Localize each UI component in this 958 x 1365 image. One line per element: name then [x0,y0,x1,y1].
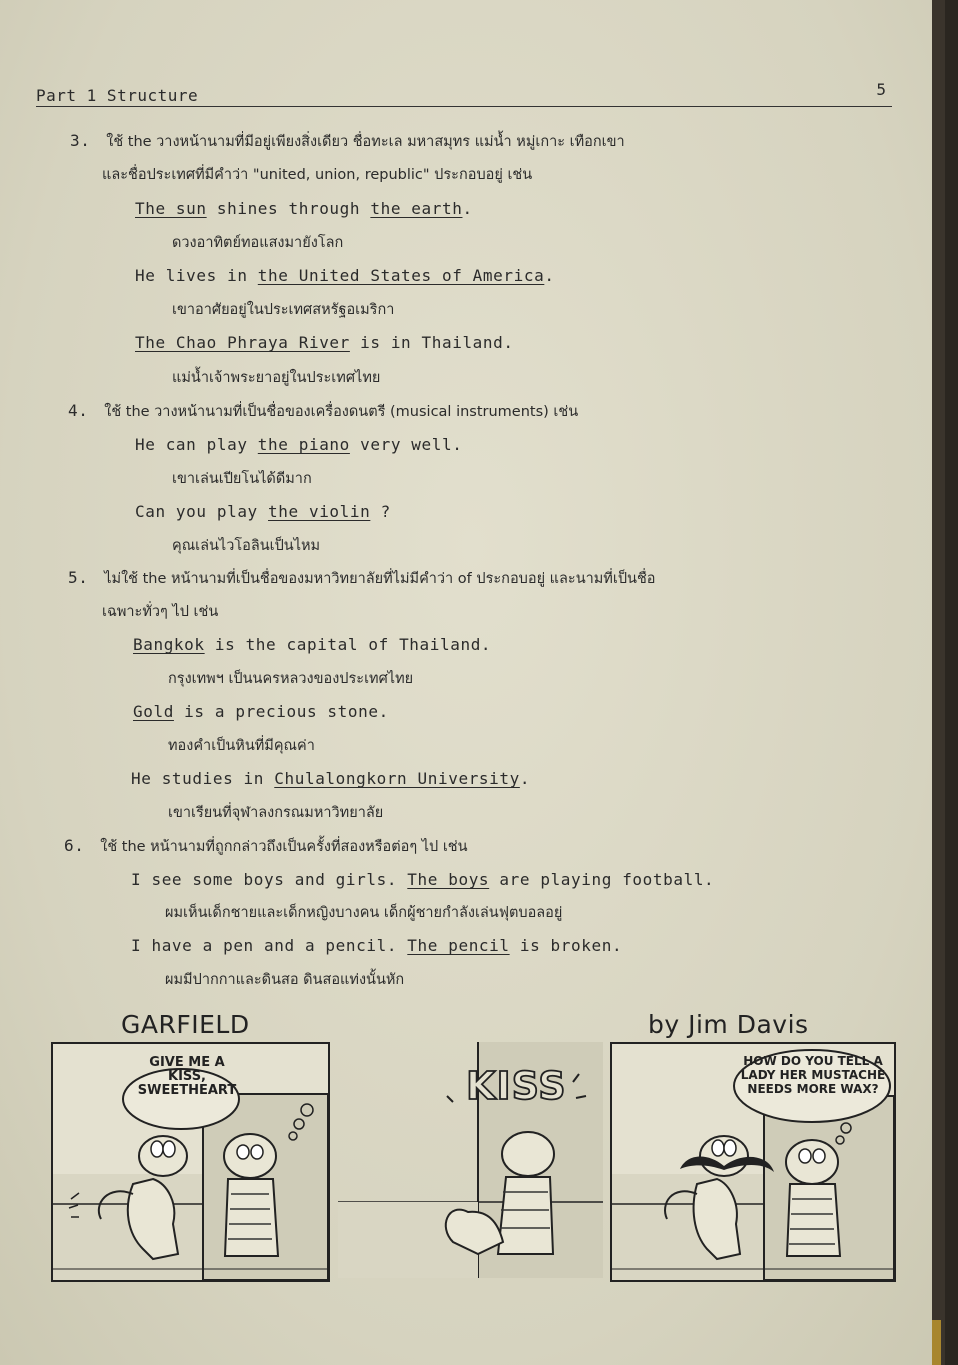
sentence-text: I have a pen and a pencil. [131,936,408,955]
sentence-text: is broken. [509,936,623,955]
page-edge-strip [932,1320,941,1365]
comic-panel-3 [610,1042,896,1282]
translation: ดวงอาทิตย์ทอแสงมายังโลก [172,235,344,251]
bubble-line: NEEDS MORE WAX? [747,1082,879,1096]
underlined-phrase: The boys [407,870,490,889]
section-intro-text: ใช้ the วางหน้านามที่เป็นชื่อของเครื่องดนตรี (musical instruments) เช่น [104,404,579,420]
sentence-text: ? [370,502,391,521]
translation: เขาเรียนที่จุฬาลงกรณมหาวิทยาลัย [168,805,384,821]
speech-bubble-1 [129,1056,245,1098]
underlined-phrase: Gold [133,702,174,721]
speech-bubble-3 [732,1054,894,1096]
translation: ผมเห็นเด็กชายและเด็กหญิงบางคน เด็กผู้ชายกำลังเล่นฟุตบอลอยู่ [165,905,563,921]
translation: เขาอาศัยอยู่ในประเทศสหรัฐอเมริกา [172,302,395,318]
section-4-intro [68,401,578,422]
sentence-text: is a precious stone. [173,702,389,721]
section-5-intro [68,568,656,589]
section-number: 4. [68,401,89,420]
section-5-intro-cont: เฉพาะทั่วๆ ไป เช่น [102,604,219,620]
sentence-text: He lives in [135,266,258,285]
section-3-intro [70,131,625,152]
header-title: Part 1 Structure [36,86,199,105]
bubble-line: LADY HER MUSTACHE [740,1068,886,1082]
section-number: 6. [64,836,85,855]
comic-author: by Jim Davis [648,1010,809,1039]
sentence-text: . [544,266,555,285]
sentence-text: is in Thailand. [349,333,514,352]
sentence-text: shines through [206,199,371,218]
sentence-text: . [462,199,473,218]
example-sentence [133,635,491,655]
comic-strip [48,1042,898,1287]
page-edge [932,0,945,1365]
underlined-phrase: The Chao Phraya River [135,333,350,352]
translation: แม่น้ำเจ้าพระยาอยู่ในประเทศไทย [172,370,381,386]
bubble-line: GIVE ME A KISS, [149,1055,225,1084]
comic-title: GARFIELD [121,1010,250,1039]
bubble-line: HOW DO YOU TELL A [743,1054,883,1068]
bubble-line: SWEETHEART [137,1083,237,1098]
sentence-text: are playing football. [489,870,715,889]
example-sentence [135,333,514,353]
comic-panel-1 [51,1042,330,1282]
example-sentence [131,936,622,956]
translation: คุณเล่นไวโอลินเป็นไหม [172,538,321,554]
sentence-text: very well. [349,435,463,454]
sound-effect: KISS [466,1064,567,1108]
sentence-text: is the capital of Thailand. [204,635,492,654]
section-number: 5. [68,568,89,587]
sentence-text: He studies in [131,769,275,788]
section-intro-text: ไม่ใช้ the หน้านามที่เป็นชื่อของมหาวิทยาลัยที่ไม่มีคำว่า of ประกอบอยู่ และนามที่เป็นชื่อ [104,571,656,587]
translation: กรุงเทพฯ เป็นนครหลวงของประเทศไทย [168,671,414,687]
sentence-text: . [519,769,531,788]
comic-panel-2 [338,1042,603,1278]
page-number: 5 [876,80,886,99]
section-number: 3. [70,131,91,150]
example-sentence [131,870,714,890]
example-sentence [131,769,530,789]
example-sentence [135,199,473,219]
sentence-text: I see some boys and girls. [131,870,408,889]
example-sentence [135,266,555,286]
underlined-phrase: the piano [257,435,350,454]
example-sentence [135,435,462,455]
example-sentence [135,502,391,522]
section-6-intro [64,836,468,857]
section-intro-text: ใช้ the หน้านามที่ถูกกล่าวถึงเป็นครั้งที่สองหรือต่อๆ ไป เช่น [100,839,468,855]
section-3-intro-cont: และชื่อประเทศที่มีคำว่า "united, union, republic" ประกอบอยู่ เช่น [102,167,533,183]
underlined-phrase: the United States of America [257,266,545,285]
translation: ผมมีปากกาและดินสอ ดินสอแท่งนั้นหัก [165,972,405,988]
section-intro-text: ใช้ the วางหน้านามที่มีอยู่เพียงสิ่งเดียว ชื่อทะเล มหาสมุทร แม่น้ำ หมู่เกาะ เทือกเขา [106,134,625,150]
sentence-text: He can play [135,435,258,454]
underlined-phrase: Bangkok [133,635,205,654]
translation: เขาเล่นเปียโนได้ดีมาก [172,471,312,487]
example-sentence [133,702,389,722]
underlined-phrase: the violin [268,502,371,521]
sentence-text: Can you play [135,502,269,521]
underlined-phrase: the earth [370,199,463,218]
page-header [36,82,892,107]
translation: ทองคำเป็นหินที่มีคุณค่า [168,738,315,754]
underlined-phrase: The sun [135,199,207,218]
underlined-phrase: Chulalongkorn University [274,769,520,788]
underlined-phrase: The pencil [407,936,510,955]
